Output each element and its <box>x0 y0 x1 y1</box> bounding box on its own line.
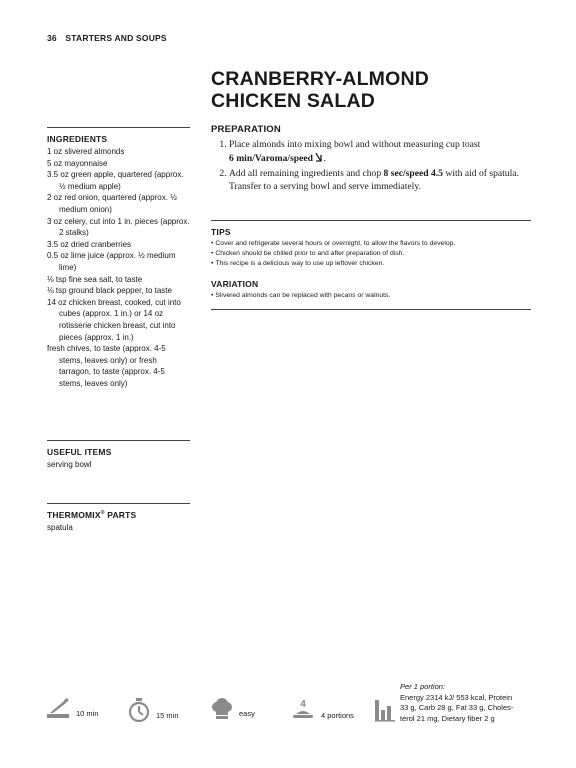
total-time <box>128 698 179 722</box>
thermomix-parts-rule <box>47 503 190 504</box>
total-time-label: 15 min <box>156 711 179 720</box>
nutrition-icon-wrap <box>374 698 396 722</box>
prep-time-label: 10 min <box>76 709 99 718</box>
thermomix-parts-text: spatula <box>47 523 73 532</box>
ingredients-rule <box>47 127 190 128</box>
recipe-title-line-2: CHICKEN SALAD <box>211 90 376 112</box>
portions <box>291 698 354 722</box>
ingredient-item: 3.5 oz green apple, quartered (approx. ½ medium apple) <box>47 170 184 191</box>
knife-board-icon <box>46 698 70 720</box>
recipe-title-line-1: CRANBERRY-ALMOND <box>211 68 430 90</box>
variation-item: • Slivered almonds can be replaced with pecans or walnuts. <box>211 291 531 301</box>
ingredient-item: 3 oz celery, cut into 1 in. pieces (approx. 2 stalks) <box>47 216 190 238</box>
thermomix-parts-section <box>47 503 190 534</box>
ingredient-item: 0.5 oz lime juice (approx. ½ medium lime) <box>47 251 176 272</box>
tips-list <box>211 239 531 269</box>
tip-item: • This recipe is a delicious way to use up leftover chicken. <box>211 259 531 269</box>
preparation-step-2: 2. Add all remaining ingredients and chop 8 sec/speed 4.5 with aid of spatula. Transfer to a serving bowl and serve immediately. <box>229 168 531 193</box>
chef-hat-icon <box>211 698 233 720</box>
ingredient-item: 14 oz chicken breast, cooked, cut into cubes (approx. 1 in.) or 14 oz rotisserie chicken breast, cut into pieces (approx. 1 in.) <box>47 297 181 342</box>
ingredient-item: ⅛ tsp ground black pepper, to taste <box>47 286 172 296</box>
stopwatch-icon <box>128 698 150 722</box>
variation-list <box>211 291 531 301</box>
ingredients-section <box>47 127 190 389</box>
difficulty <box>211 698 255 720</box>
variation-heading: VARIATION <box>211 279 259 289</box>
ingredient-item: 3.5 oz dried cranberries <box>47 239 132 249</box>
ingredients-heading: INGREDIENTS <box>47 134 108 144</box>
preparation-steps <box>211 139 531 193</box>
difficulty-label: easy <box>239 709 255 718</box>
tips-heading: TIPS <box>211 227 231 237</box>
ingredient-item: fresh chives, to taste (approx. 4-5 stems, leaves only) or fresh tarragon, to taste (approx. 4-5 stems, leaves only) <box>47 344 166 388</box>
page-header <box>47 33 167 43</box>
nutrition-heading: Per 1 portion: <box>400 682 446 691</box>
preparation-heading: PREPARATION <box>211 124 281 135</box>
portions-label: 4 portions <box>321 711 354 720</box>
preparation-step-1: 1. Place almonds into mixing bowl and without measuring cup toast 6 min/Varoma/speed . <box>229 139 531 165</box>
useful-items-rule <box>47 440 190 441</box>
prep-time <box>46 698 99 720</box>
section-name: STARTERS AND SOUPS <box>65 33 167 43</box>
nutrition-line: Energy 2314 kJ/ 553 kcal, Protein <box>400 692 513 702</box>
nutrition-line: 33 g, Carb 28 g, Fat 33 g, Choles- <box>400 703 514 713</box>
bar-chart-icon <box>374 698 396 722</box>
recipe-title <box>211 68 429 112</box>
useful-items-heading: USEFUL ITEMS <box>47 447 112 457</box>
tip-item: • Chicken should be chilled prior to and after preparation of dish. <box>211 249 531 259</box>
ingredient-item: ⅛ tsp fine sea salt, to taste <box>47 274 143 284</box>
nutrition-info <box>400 682 540 724</box>
page-number: 36 <box>47 33 57 43</box>
preparation-section <box>211 124 531 196</box>
useful-items-section <box>47 440 190 471</box>
tip-item: • Cover and refrigerate several hours or overnight, to allow the flavors to develop. <box>211 239 531 249</box>
recipe-footer <box>0 682 576 732</box>
ingredient-item: 5 oz mayonnaise <box>47 158 108 168</box>
ingredients-list <box>47 146 190 389</box>
portions-number: 4 <box>300 699 306 710</box>
plate-icon <box>291 698 315 722</box>
ingredient-item: 1 oz slivered almonds <box>47 147 125 156</box>
tips-variation-box <box>211 220 531 310</box>
thermomix-parts-heading: THERMOMIX® PARTS <box>47 510 137 520</box>
useful-items-text: serving bowl <box>47 460 92 469</box>
nutrition-line: terol 21 mg, Dietary fiber 2 g <box>400 713 495 723</box>
ingredient-item: 2 oz red onion, quartered (approx. ½ medium onion) <box>47 193 177 214</box>
